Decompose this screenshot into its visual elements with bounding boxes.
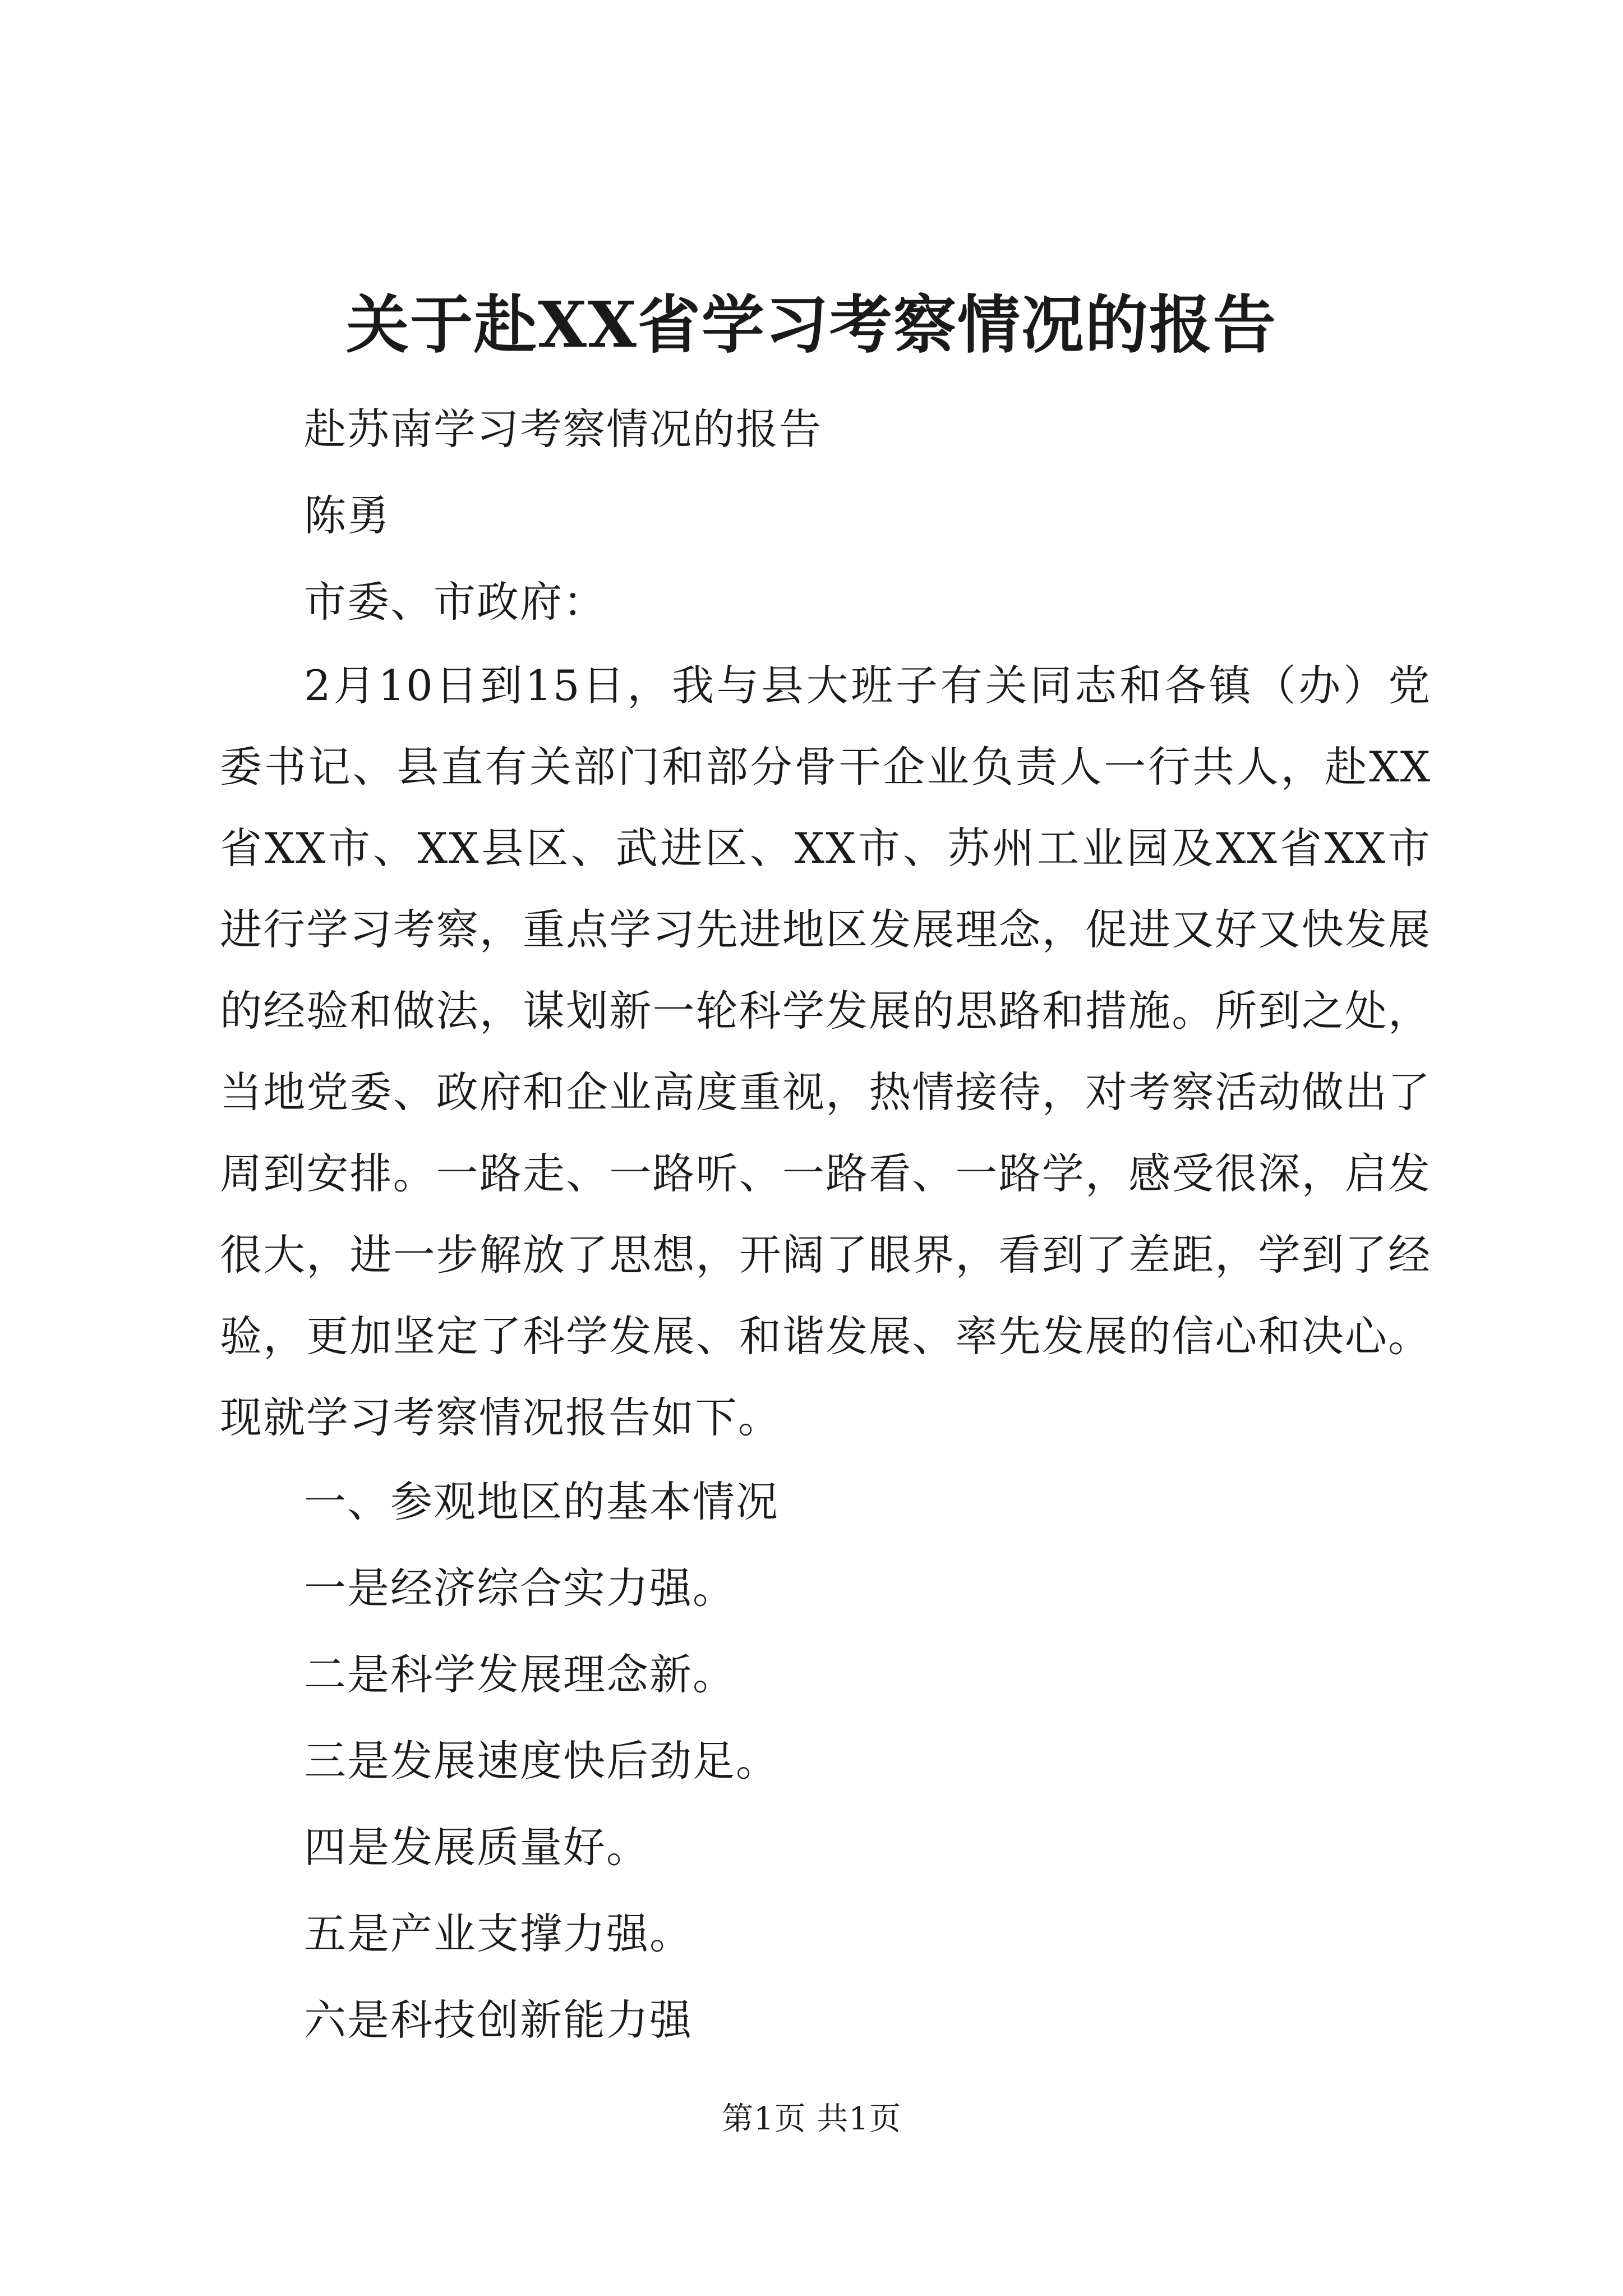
- salutation: 市委、市政府：: [304, 577, 607, 627]
- document-subtitle: 赴苏南学习考察情况的报告: [304, 404, 823, 454]
- document-title: 关于赴XX省学习考察情况的报告: [346, 288, 1277, 362]
- list-item: 一是经济综合实力强。: [304, 1563, 736, 1613]
- list-item: 二是科学发展理念新。: [304, 1650, 736, 1699]
- document-author: 陈勇: [304, 491, 391, 540]
- list-item: 四是发展质量好。: [304, 1823, 650, 1872]
- list-item: 六是科技创新能力强: [304, 1995, 693, 2045]
- list-item: 五是产业支撑力强。: [304, 1909, 693, 1958]
- list-item: 三是发展速度快后劲足。: [304, 1736, 780, 1786]
- document-body: [220, 386, 1431, 2063]
- page-footer: 第1页 共1页: [721, 2101, 902, 2137]
- section-heading: 一、参观地区的基本情况: [304, 1477, 780, 1526]
- body-paragraph: 2月10日到15日，我与县大班子有关同志和各镇（办）党委书记、县直有关部门和部分骨干企业负责人一行共人，赴XX省XX市、XX县区、武进区、XX市、苏州工业园及XX省XX市进行学习考察，重点学习先进地区发展理念，促进又好又快发展的经验和做法，谋划新一轮科学发展的思路和措施。所到之处，当地党委、政府和企业高度重视，热情接待，对考察活动做出了周到安排。一路走、一路听、一路看、一路学，感受很深，启发很大，进一步解放了思想，开阔了眼界，看到了差距，学到了经验，更加坚定了科学发展、和谐发展、率先发展的信心和决心。现就学习考察情况报告如下。: [220, 661, 1431, 1442]
